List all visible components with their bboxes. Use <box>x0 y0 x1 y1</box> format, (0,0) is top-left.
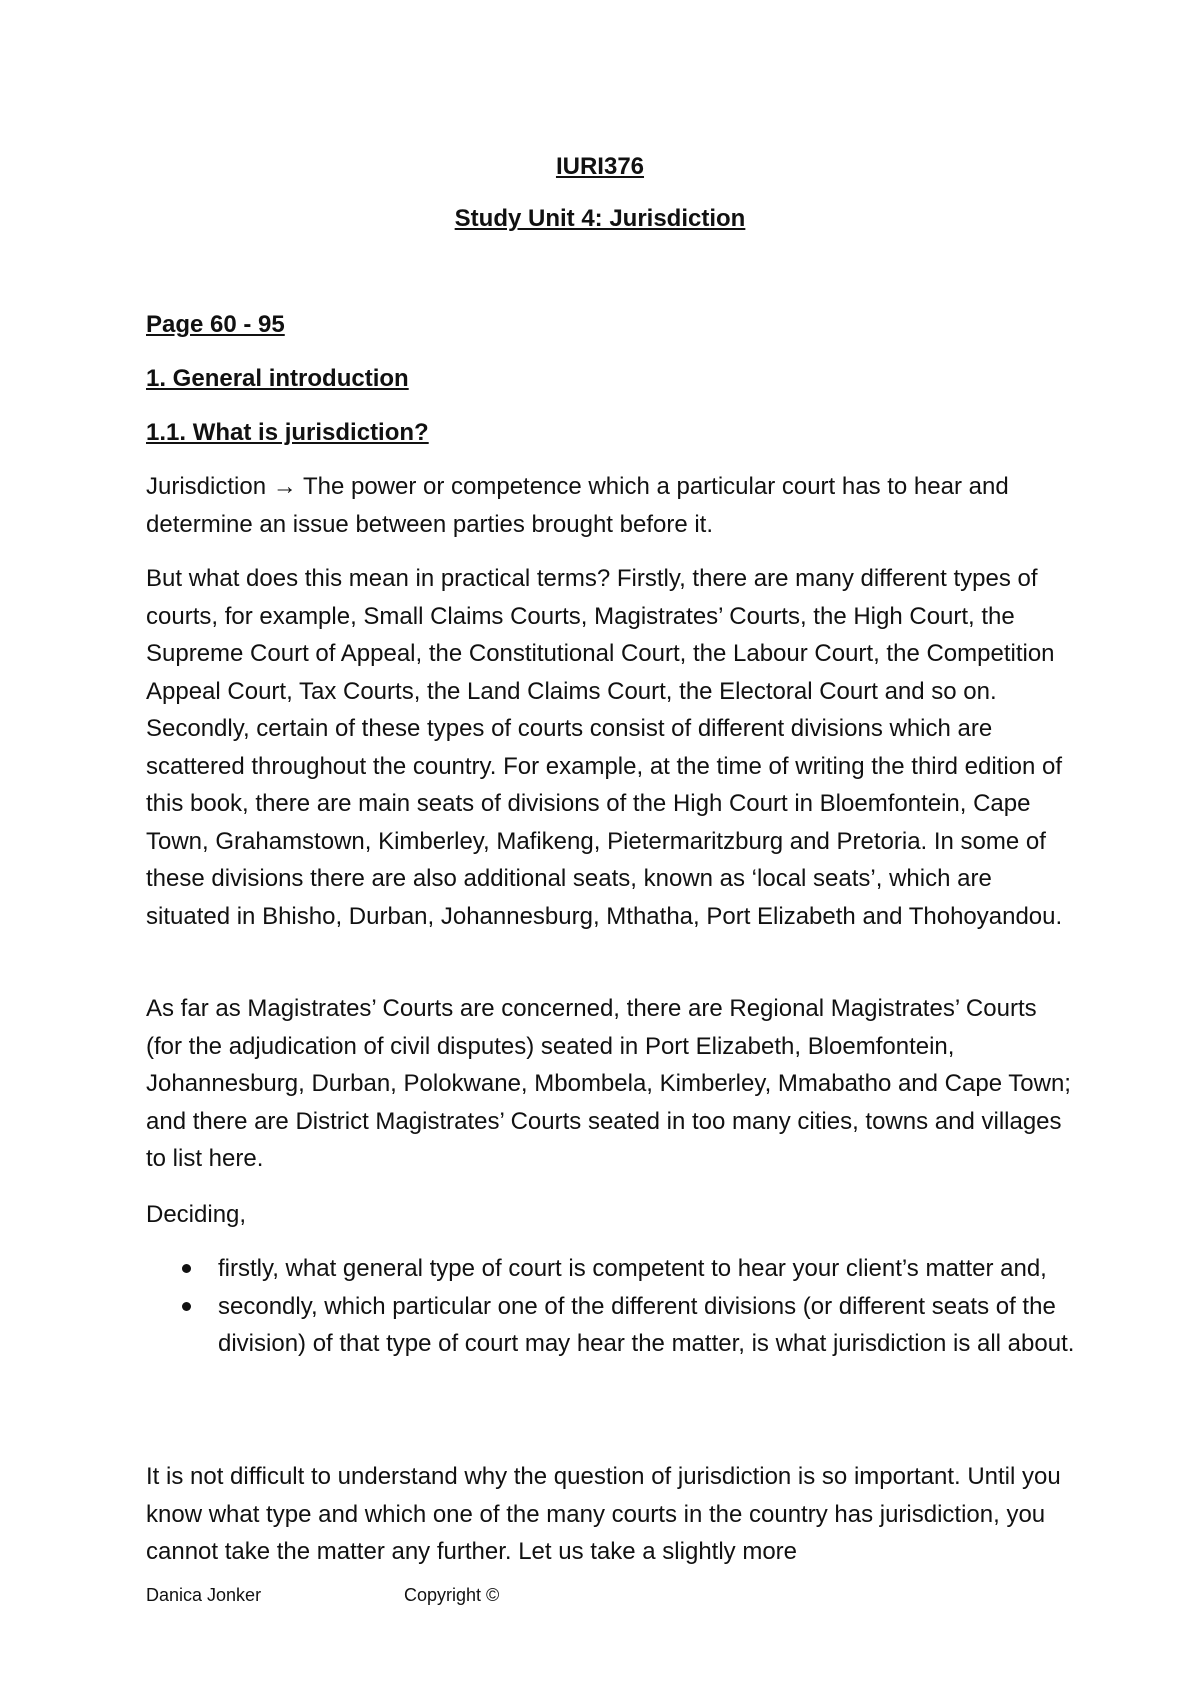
deciding-list <box>146 1250 1076 1363</box>
general-intro-heading: 1. General introduction <box>146 365 409 392</box>
importance-paragraph: It is not difficult to understand why the question of jurisdiction is so important. Until you know what type and which one of the many courts in the country has jurisdiction, you cannot take the matter any further. Let us take a slightly more <box>146 1463 1061 1565</box>
footer-author: Danica Jonker <box>146 1585 262 1605</box>
definition-paragraph: Jurisdiction → The power or competence which a particular court has to hear and determine an issue between parties brought before it. <box>146 473 1009 538</box>
footer-copyright: Copyright © <box>404 1585 500 1605</box>
list-item-text: firstly, what general type of court is competent to hear your client’s matter and, <box>218 1255 1047 1282</box>
magistrates-courts-paragraph: As far as Magistrates’ Courts are concerned, there are Regional Magistrates’ Courts (for the adjudication of civil disputes) seated in Port Elizabeth, Bloemfontein, Johannesburg, Durban, Polokwane, Mbombela, Kimberley, Mmabatho and Cape Town; and there are District Magistrates’ Courts seated in too many cities, towns and villages to list here. <box>146 995 1071 1172</box>
bullet-icon <box>182 1302 191 1311</box>
unit-title: Study Unit 4: Jurisdiction <box>454 205 746 232</box>
list-item-text: secondly, which particular one of the different divisions (or different seats of the division) of that type of court may hear the matter, is what jurisdiction is all about. <box>218 1292 1075 1357</box>
bullet-icon <box>182 1264 191 1273</box>
list-item <box>146 1288 1076 1363</box>
list-item <box>146 1250 1076 1288</box>
what-is-jurisdiction-heading: 1.1. What is jurisdiction? <box>146 419 429 446</box>
page-range-heading: Page 60 - 95 <box>146 311 285 338</box>
deciding-paragraph: Deciding, <box>146 1201 247 1228</box>
practical-terms-paragraph: But what does this mean in practical terms? Firstly, there are many different types of courts, for example, Small Claims Courts, Magistrates’ Courts, the High Court, the Supreme Court of Appeal, the Constitutional Court, the Labour Court, the Competition Appeal Court, Tax Courts, the Land Claims Court, the Electoral Court and so on. Secondly, certain of these types of courts consist of different divisions which are scattered throughout the country. For example, at the time of writing the third edition of this book, there are main seats of divisions of the High Court in Bloemfontein, Cape Town, Grahamstown, Kimberley, Mafikeng, Pietermaritzburg and Pretoria. In some of these divisions there are also additional seats, known as ‘local seats’, which are situated in Bhisho, Durban, Johannesburg, Mthatha, Port Elizabeth and Thohoyandou. <box>146 565 1063 930</box>
course-code: IURI376 <box>555 153 645 180</box>
